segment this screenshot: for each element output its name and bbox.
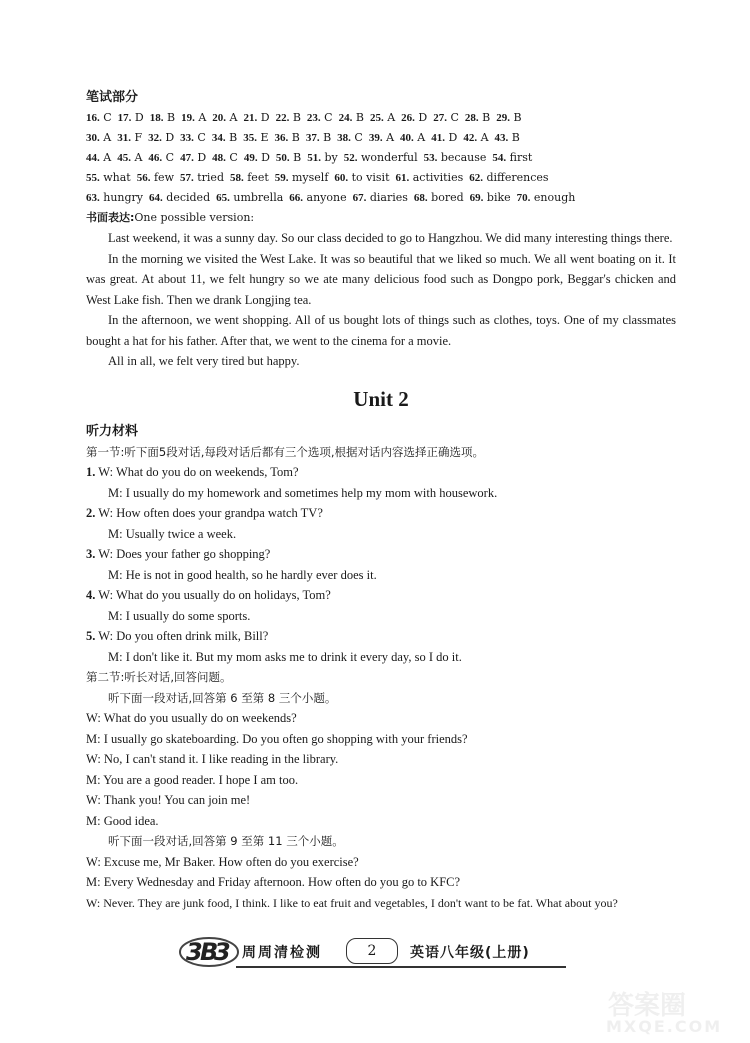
dialog-question-line bbox=[86, 503, 676, 524]
answer-number: 58. bbox=[229, 172, 244, 184]
answer-number: 39. bbox=[368, 132, 383, 144]
footer-divider bbox=[236, 966, 566, 968]
answer-value: because bbox=[440, 151, 487, 164]
answer-item bbox=[339, 108, 364, 128]
answer-value: umbrella bbox=[233, 191, 284, 204]
answer-number: 38. bbox=[337, 132, 351, 144]
answer-number: 36. bbox=[274, 132, 289, 144]
answer-item bbox=[307, 148, 338, 168]
answer-item bbox=[230, 168, 269, 188]
answer-item bbox=[137, 168, 174, 188]
answer-value: differences bbox=[486, 171, 549, 184]
answer-item bbox=[276, 148, 301, 168]
page-number: 2 bbox=[346, 938, 398, 964]
dialog-number: 4. bbox=[86, 588, 96, 602]
answer-item bbox=[469, 168, 548, 188]
answer-row bbox=[86, 108, 676, 128]
dialog-m-line: M: I usually do some sports. bbox=[108, 608, 251, 623]
answer-item bbox=[244, 148, 270, 168]
dialog-number: 3. bbox=[86, 547, 96, 561]
answer-number: 37. bbox=[305, 132, 320, 144]
answer-value: B bbox=[293, 151, 302, 164]
answer-number: 64. bbox=[149, 192, 163, 204]
answer-item bbox=[495, 128, 520, 148]
answer-value: F bbox=[134, 131, 143, 144]
answer-value: A bbox=[229, 111, 238, 124]
dialog-m-line: M: I usually do my homework and sometimes help my mom with housework. bbox=[108, 485, 498, 500]
answer-value: B bbox=[511, 131, 520, 144]
answer-number: 57. bbox=[179, 172, 194, 184]
answer-number: 45. bbox=[117, 152, 131, 164]
dialog-question-line bbox=[86, 462, 676, 483]
answer-item bbox=[344, 148, 418, 168]
answer-number: 48. bbox=[212, 152, 226, 164]
answer-value: activities bbox=[412, 171, 464, 184]
answer-value: C bbox=[324, 111, 333, 124]
answer-number: 46. bbox=[148, 152, 163, 164]
answer-number: 25. bbox=[369, 112, 384, 124]
dialog-m-line: M: Usually twice a week. bbox=[108, 526, 237, 541]
dialog-number: 5. bbox=[86, 629, 96, 643]
answer-number: 67. bbox=[352, 192, 367, 204]
dialog-w-line: W: What do you usually do on holidays, Tom? bbox=[98, 588, 331, 602]
answer-row bbox=[86, 168, 676, 188]
answer-value: A bbox=[103, 151, 112, 164]
answer-item bbox=[517, 188, 576, 208]
answer-key bbox=[86, 108, 676, 208]
answer-item bbox=[212, 108, 237, 128]
answer-item bbox=[243, 128, 268, 148]
answer-value: B bbox=[355, 111, 364, 124]
series-logo-icon bbox=[178, 930, 240, 970]
short-dialogs bbox=[86, 462, 676, 667]
essay-paragraph-2: In the morning we visited the West Lake. It was so beautiful that we liked so much. We all went boating on it. It was great. At about 11, we felt hungry so we ate many delicious food such as Dongpo pork, Beggar's chicken and West Lake fish. Then we drank Longjing tea. bbox=[86, 251, 676, 307]
answer-item bbox=[492, 148, 532, 168]
answer-value: bored bbox=[431, 191, 464, 204]
answer-item bbox=[414, 188, 464, 208]
answer-number: 16. bbox=[86, 112, 100, 124]
answer-item bbox=[149, 188, 210, 208]
essay-paragraph-3: In the afternoon, we went shopping. All of us bought lots of things such as clothes, toys. One of my classmates bought a hat for his father. After that, we went to the cinema for a movie. bbox=[86, 313, 676, 348]
answer-number: 31. bbox=[117, 132, 131, 144]
answer-item bbox=[276, 108, 301, 128]
answer-item bbox=[496, 108, 521, 128]
answer-number: 60. bbox=[334, 172, 349, 184]
essay-paragraph-4: All in all, we felt very tired but happy. bbox=[108, 354, 300, 368]
dialog9-line: M: Every Wednesday and Friday afternoon. How often do you go to KFC? bbox=[86, 875, 461, 889]
answer-value: A bbox=[134, 151, 143, 164]
answer-number: 70. bbox=[516, 192, 531, 204]
answer-number: 40. bbox=[400, 132, 414, 144]
answer-value: B bbox=[292, 111, 301, 124]
answer-number: 62. bbox=[469, 172, 483, 184]
svg-text:3: 3 bbox=[186, 938, 203, 966]
answer-item bbox=[274, 128, 299, 148]
answer-item bbox=[148, 148, 174, 168]
answer-item bbox=[433, 108, 459, 128]
answer-number: 26. bbox=[401, 112, 415, 124]
dialog-question-line bbox=[86, 585, 676, 606]
dialog-w-line: W: How often does your grandpa watch TV? bbox=[98, 506, 323, 520]
answer-number: 61. bbox=[395, 172, 410, 184]
dialog6-line: M: You are a good reader. I hope I am too. bbox=[86, 772, 299, 787]
answer-item bbox=[150, 108, 175, 128]
dialog6-line: W: Thank you! You can join me! bbox=[86, 793, 251, 807]
answer-number: 33. bbox=[180, 132, 194, 144]
answer-value: first bbox=[509, 151, 533, 164]
answer-row bbox=[86, 188, 676, 208]
answer-number: 43. bbox=[494, 132, 509, 144]
answer-number: 32. bbox=[148, 132, 162, 144]
answer-number: 42. bbox=[463, 132, 478, 144]
answer-value: tried bbox=[197, 171, 224, 184]
answer-value: few bbox=[153, 171, 174, 184]
answer-item bbox=[117, 128, 142, 148]
answer-value: D bbox=[165, 131, 175, 144]
answer-item bbox=[463, 128, 488, 148]
dialog9-line: W: Never. They are junk food, I think. I like to eat fruit and vegetables, I don't want to be fat. What about you? bbox=[86, 895, 618, 910]
answer-item bbox=[470, 188, 511, 208]
answer-number: 68. bbox=[413, 192, 428, 204]
answer-value: B bbox=[482, 111, 491, 124]
answer-number: 50. bbox=[275, 152, 290, 164]
answer-value: what bbox=[103, 171, 131, 184]
answer-value: C bbox=[197, 131, 206, 144]
answer-item bbox=[370, 108, 395, 128]
answer-number: 29. bbox=[496, 112, 510, 124]
answer-number: 54. bbox=[492, 152, 507, 164]
answer-item bbox=[334, 168, 389, 188]
essay-intro: One possible version: bbox=[134, 211, 255, 224]
answer-item bbox=[289, 188, 346, 208]
answer-item bbox=[181, 108, 206, 128]
answer-value: E bbox=[260, 131, 269, 144]
answer-item bbox=[118, 108, 144, 128]
answer-number: 59. bbox=[274, 172, 289, 184]
answer-number: 65. bbox=[216, 192, 230, 204]
answer-value: wonderful bbox=[361, 151, 418, 164]
answer-number: 56. bbox=[136, 172, 151, 184]
answer-item bbox=[424, 148, 487, 168]
dialog-w-line: W: What do you do on weekends, Tom? bbox=[98, 465, 299, 479]
answer-number: 55. bbox=[86, 172, 100, 184]
dialog6-line: W: What do you usually do on weekends? bbox=[86, 711, 297, 725]
essay-paragraph-1: Last weekend, it was a sunny day. So our class decided to go to Hangzhou. We did many interesting things there. bbox=[108, 231, 673, 245]
answer-number: 69. bbox=[469, 192, 484, 204]
answer-row bbox=[86, 148, 676, 168]
answer-number: 52. bbox=[343, 152, 358, 164]
answer-row bbox=[86, 128, 676, 148]
answer-value: C bbox=[103, 111, 112, 124]
answer-item bbox=[86, 108, 112, 128]
answer-value: B bbox=[291, 131, 300, 144]
answer-value: B bbox=[167, 111, 176, 124]
dialog6-instructions: 听下面一段对话,回答第 6 至第 8 三个小题。 bbox=[108, 690, 337, 705]
essay-label: 书面表达: bbox=[86, 211, 135, 224]
answer-item bbox=[353, 188, 408, 208]
answer-item bbox=[212, 128, 237, 148]
answer-value: B bbox=[229, 131, 238, 144]
answer-value: A bbox=[387, 111, 396, 124]
answer-item bbox=[306, 128, 331, 148]
watermark-url: MXQE.COM bbox=[606, 1017, 723, 1036]
answer-value: bike bbox=[486, 191, 511, 204]
dialog-m-line: M: I don't like it. But my mom asks me to drink it every day, so I do it. bbox=[108, 649, 462, 664]
answer-value: D bbox=[197, 151, 207, 164]
answer-value: enough bbox=[533, 191, 576, 204]
dialog6-line: M: I usually go skateboarding. Do you often go shopping with your friends? bbox=[86, 731, 468, 746]
part1-instructions: 第一节:听下面5段对话,每段对话后都有三个选项,根据对话内容选择正确选项。 bbox=[86, 444, 484, 459]
answer-item bbox=[212, 148, 238, 168]
answer-value: hungry bbox=[103, 191, 144, 204]
answer-item bbox=[307, 108, 333, 128]
answer-item bbox=[431, 128, 457, 148]
answer-number: 18. bbox=[149, 112, 164, 124]
dialog9-line: W: Excuse me, Mr Baker. How often do you exercise? bbox=[86, 854, 359, 869]
answer-value: A bbox=[103, 131, 112, 144]
answer-number: 34. bbox=[211, 132, 226, 144]
answer-item bbox=[180, 148, 206, 168]
svg-text:B: B bbox=[200, 938, 219, 966]
dialog-question-line bbox=[86, 544, 676, 565]
answer-value: A bbox=[480, 131, 489, 144]
answer-item bbox=[180, 128, 206, 148]
answer-item bbox=[401, 108, 427, 128]
brand-name: 周周清检测 bbox=[242, 945, 322, 961]
dialog-number: 1. bbox=[86, 465, 96, 479]
answer-item bbox=[86, 168, 131, 188]
answer-value: D bbox=[448, 131, 458, 144]
book-title: 英语八年级(上册) bbox=[410, 945, 530, 961]
svg-text:3: 3 bbox=[214, 938, 231, 966]
answer-value: D bbox=[418, 111, 428, 124]
answer-number: 44. bbox=[86, 152, 100, 164]
answer-item bbox=[117, 148, 142, 168]
dialog-number: 2. bbox=[86, 506, 96, 520]
dialog6-line: W: No, I can't stand it. I like reading in the library. bbox=[86, 752, 339, 766]
essay-heading bbox=[86, 208, 676, 228]
answer-value: C bbox=[354, 131, 363, 144]
page-footer bbox=[178, 930, 568, 974]
page-content bbox=[86, 88, 676, 913]
answer-value: myself bbox=[292, 171, 329, 184]
answer-number: 63. bbox=[86, 192, 100, 204]
answer-value: to visit bbox=[351, 171, 390, 184]
dialog9-instructions: 听下面一段对话,回答第 9 至第 11 三个小题。 bbox=[108, 834, 344, 848]
answer-value: B bbox=[323, 131, 332, 144]
answer-item bbox=[400, 128, 425, 148]
answer-number: 35. bbox=[243, 132, 257, 144]
answer-number: 24. bbox=[338, 112, 353, 124]
answer-number: 19. bbox=[181, 112, 195, 124]
dialog6-line: M: Good idea. bbox=[86, 813, 159, 828]
answer-value: C bbox=[450, 111, 459, 124]
answer-value: C bbox=[229, 151, 238, 164]
section-title-listening: 听力材料 bbox=[86, 423, 139, 439]
answer-item bbox=[86, 128, 111, 148]
answer-number: 23. bbox=[306, 112, 321, 124]
watermark-text: 答案圈 bbox=[608, 991, 687, 1021]
answer-number: 22. bbox=[275, 112, 290, 124]
answer-value: D bbox=[134, 111, 144, 124]
answer-value: by bbox=[324, 151, 338, 164]
part2-instructions: 第二节:听长对话,回答问题。 bbox=[86, 670, 232, 684]
answer-value: diaries bbox=[369, 191, 408, 204]
answer-number: 30. bbox=[86, 132, 100, 144]
answer-value: B bbox=[513, 111, 522, 124]
answer-number: 27. bbox=[433, 112, 447, 124]
answer-item bbox=[86, 148, 111, 168]
answer-value: A bbox=[386, 131, 395, 144]
dialog-question-line bbox=[86, 626, 676, 647]
answer-number: 20. bbox=[212, 112, 227, 124]
unit-title: Unit 2 bbox=[353, 386, 409, 411]
answer-item bbox=[148, 128, 174, 148]
answer-item bbox=[180, 168, 224, 188]
answer-number: 53. bbox=[423, 152, 438, 164]
answer-number: 49. bbox=[243, 152, 258, 164]
answer-value: feet bbox=[247, 171, 269, 184]
answer-value: D bbox=[260, 111, 270, 124]
answer-value: A bbox=[198, 111, 207, 124]
answer-item bbox=[244, 108, 270, 128]
answer-number: 47. bbox=[180, 152, 194, 164]
section-title-written: 笔试部分 bbox=[86, 90, 139, 105]
answer-value: A bbox=[417, 131, 426, 144]
answer-number: 21. bbox=[243, 112, 258, 124]
answer-number: 66. bbox=[289, 192, 304, 204]
watermark bbox=[602, 985, 742, 1037]
answer-item bbox=[216, 188, 283, 208]
dialog-w-line: W: Does your father go shopping? bbox=[98, 547, 271, 561]
answer-item bbox=[337, 128, 363, 148]
answer-number: 51. bbox=[307, 152, 321, 164]
answer-item bbox=[86, 188, 143, 208]
answer-value: decided bbox=[166, 191, 211, 204]
answer-value: C bbox=[165, 151, 175, 164]
answer-item bbox=[465, 108, 490, 128]
answer-item bbox=[369, 128, 394, 148]
dialog-m-line: M: He is not in good health, so he hardly ever does it. bbox=[108, 567, 377, 582]
answer-item bbox=[396, 168, 464, 188]
answer-number: 17. bbox=[117, 112, 132, 124]
dialog-w-line: W: Do you often drink milk, Bill? bbox=[98, 629, 269, 643]
answer-item bbox=[275, 168, 329, 188]
answer-number: 28. bbox=[464, 112, 479, 124]
answer-value: anyone bbox=[306, 191, 347, 204]
answer-value: D bbox=[261, 151, 270, 164]
answer-number: 41. bbox=[431, 132, 445, 144]
